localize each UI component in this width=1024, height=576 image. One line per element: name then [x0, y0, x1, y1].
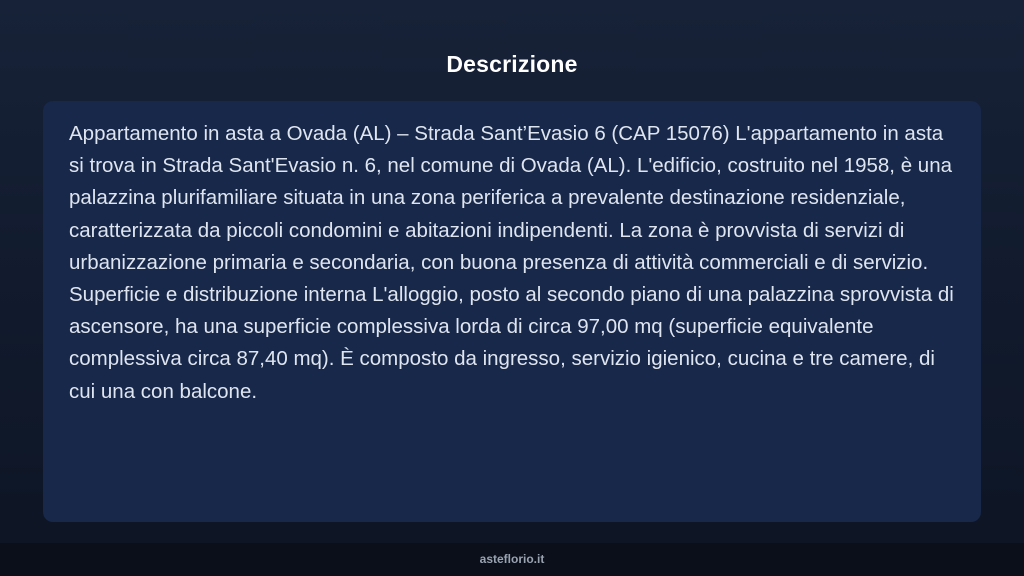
footer — [0, 543, 1024, 576]
page-title: Descrizione — [446, 51, 578, 77]
description-card — [43, 101, 981, 522]
footer-site-label: asteflorio.it — [479, 552, 545, 566]
description-text: Appartamento in asta a Ovada (AL) – Strada Sant’Evasio 6 (CAP 15076) L'appartamento in asta si trova in Strada Sant'Evasio n. 6, nel comune di Ovada (AL). L'edificio, costruito nel 1958, è una palazzina plurifamiliare situata in una zona periferica a prevalente destinazione residenziale, caratterizzata da piccoli condomini e abitazioni indipendenti. La zona è provvista di servizi di urbanizzazione primaria e secondaria, con buona presenza di attività commerciali e di servizio. Superficie e distribuzione interna L'alloggio, posto al secondo piano di una palazzina sprovvista di ascensore, ha una superficie complessiva lorda di circa 97,00 mq (superficie equivalente complessiva circa 87,40 mq). È composto da ingresso, servizio igienico, cucina e tre camere, di cui una con balcone. — [69, 122, 954, 403]
